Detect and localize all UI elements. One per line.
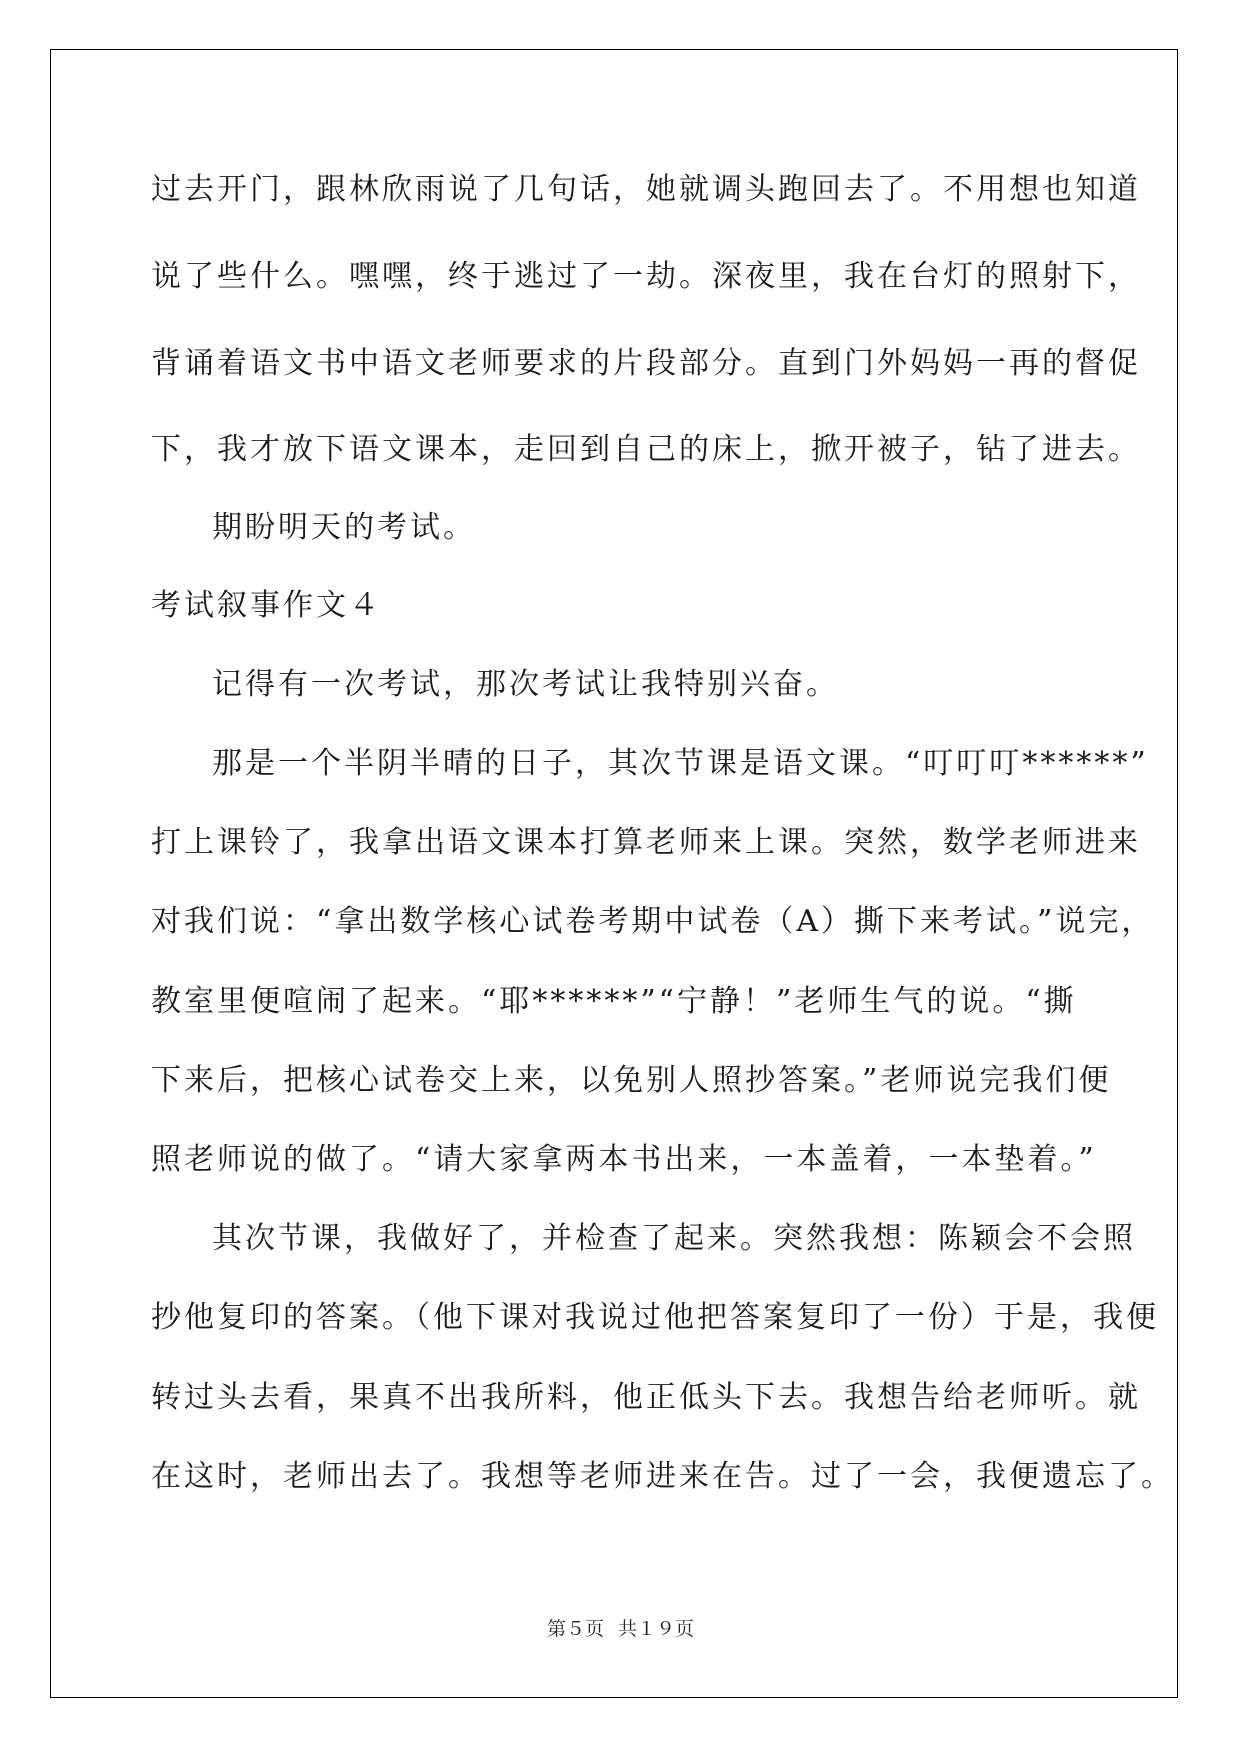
text-line: 背诵着语文书中语文老师要求的片段部分。直到门外妈妈一再的督促 xyxy=(151,346,1141,381)
page-number: 第５页 xyxy=(546,1618,604,1640)
text-line: 对我们说：“拿出数学核心试卷考期中试卷（A）撕下来考试。”说完， xyxy=(151,904,1155,939)
text-line: 在这时，老师出去了。我想等老师进来在告。过了一会，我便遗忘了。 xyxy=(151,1459,1174,1494)
text-line: 下，我才放下语文课本，走回到自己的床上，掀开被子，钻了进去。 xyxy=(151,432,1141,467)
page-total: 共１９页 xyxy=(618,1618,695,1640)
text-line: 那是一个半阴半晴的日子，其次节课是语文课。“叮叮叮******” xyxy=(212,746,1149,781)
text-line: 抄他复印的答案。（他下课对我说过他把答案复印了一份）于是，我便 xyxy=(151,1300,1159,1335)
text-line: 打上课铃了，我拿出语文课本打算老师来上课。突然，数学老师进来 xyxy=(151,825,1141,860)
text-line: 记得有一次考试，那次考试让我特别兴奋。 xyxy=(212,667,839,702)
text-line: 过去开门，跟林欣雨说了几句话，她就调头跑回去了。不用想也知道 xyxy=(151,172,1141,207)
text-line: 期盼明天的考试。 xyxy=(212,510,476,545)
text-line: 转过头去看，果真不出我所料，他正低头下去。我想告给老师听。就 xyxy=(151,1380,1141,1415)
section-heading: 考试叙事作文４ xyxy=(151,588,382,623)
text-line: 下来后，把核心试卷交上来，以免别人照抄答案。”老师说完我们便 xyxy=(151,1063,1112,1098)
text-line: 教室里便喧闹了起来。“耶******”“宁静！”老师生气的说。“撕 xyxy=(151,984,1077,1019)
text-line: 说了些什么。嘿嘿，终于逃过了一劫。深夜里，我在台灯的照射下， xyxy=(151,259,1141,294)
text-line: 照老师说的做了。“请大家拿两本书出来，一本盖着，一本垫着。” xyxy=(151,1142,1097,1177)
page-footer xyxy=(0,1614,1241,1641)
text-line: 其次节课，我做好了，并检查了起来。突然我想：陈颖会不会照 xyxy=(212,1221,1136,1256)
